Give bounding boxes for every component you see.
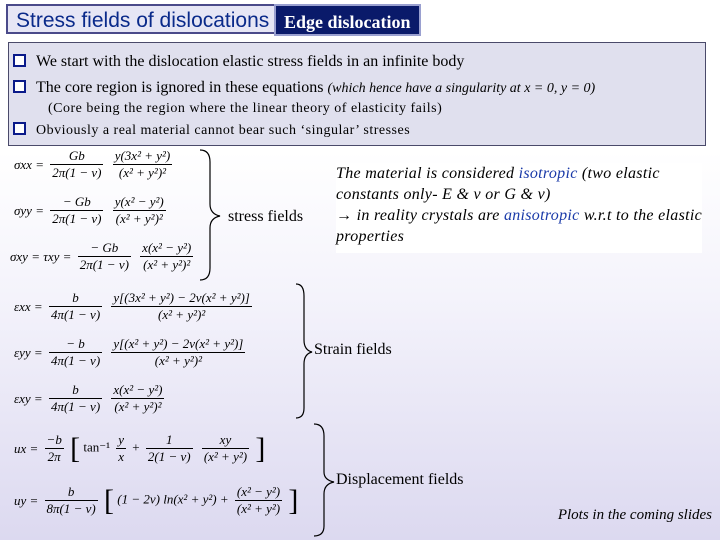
bullet-1-text: We start with the dislocation elastic stress fields in an infinite body	[36, 53, 465, 70]
slide-title: Stress fields of dislocations	[6, 4, 279, 34]
ux-equation: ux = $\frac{-b}{2\pi}$ [ tan⁻¹ $\frac{y}{x}$ + $\frac{1}{2(1 - \nu)}$ $\frac{xy}{\text{(x² + y²)}}$ ]	[14, 431, 266, 465]
stress-fields-label: stress fields	[228, 208, 304, 225]
epsilon-yy-equation: εyy = $\frac{- b}{4\pi(1 - \nu)}$ $\frac{\text{y[(x² + y²) − 2ν(x² + y²)]}}{\text{(x² + y²)²}}$	[14, 336, 244, 368]
sigma-xx-equation: σxx = $\frac{Gb}{2\pi(1 - \nu)}$ $\frac{\text{y(3x² + y²)}}{\text{(x² + y²)²}}$	[14, 148, 171, 180]
epsilon-xx-equation: εxx = $\frac{b}{4\pi(1 - \nu)}$ $\frac{\text{y[(3x² + y²) − 2ν(x² + y²)]}}{\text{(x² + y²)²}}$	[14, 290, 250, 322]
isotropy-note: The material is considered isotropic (two elastic constants only- E & ν or G & ν) → in reality crystals are anisotropic w.r.t to the elastic properties	[336, 163, 702, 253]
uy-equation: uy = $\frac{b}{8\pi(1 - \nu)}$ [ (1 − 2ν) ln(x² + y²) + $\frac{\text{(x² − y²)}}{\text{(x² + y²)}}$ ]	[14, 483, 299, 517]
sigma-xy-equation: σxy = τxy = $\frac{- Gb}{2\pi(1 - \nu)}$ $\frac{\text{x(x² − y²)}}{\text{(x² + y²)²}}$	[10, 240, 192, 272]
bullet-2-note: (which hence have a singularity at x = 0, y = 0)	[327, 81, 596, 96]
displacement-brace-icon	[314, 424, 334, 536]
plots-note: Plots in the coming slides	[557, 507, 712, 523]
displacement-fields-label: Displacement fields	[336, 471, 464, 488]
slide-subtitle: Edge dislocation	[274, 4, 421, 36]
stress-brace-icon	[200, 150, 220, 280]
epsilon-xy-equation: εxy = $\frac{b}{4\pi(1 - \nu)}$ $\frac{\text{x(x² − y²)}}{\text{(x² + y²)²}}$	[14, 382, 163, 414]
bullet-3-text: Obviously a real material cannot bear such ‘singular’ stresses	[36, 123, 411, 138]
sigma-yy-equation: σyy = $\frac{- Gb}{2\pi(1 - \nu)}$ $\frac{\text{y(x² − y²)}}{\text{(x² + y²)²}}$	[14, 194, 164, 226]
strain-fields-label: Strain fields	[314, 341, 392, 358]
strain-brace-icon	[296, 284, 312, 418]
core-note: (Core being the region where the linear theory of elasticity fails)	[48, 101, 443, 116]
bullet-2-text: The core region is ignored in these equations	[36, 79, 324, 96]
